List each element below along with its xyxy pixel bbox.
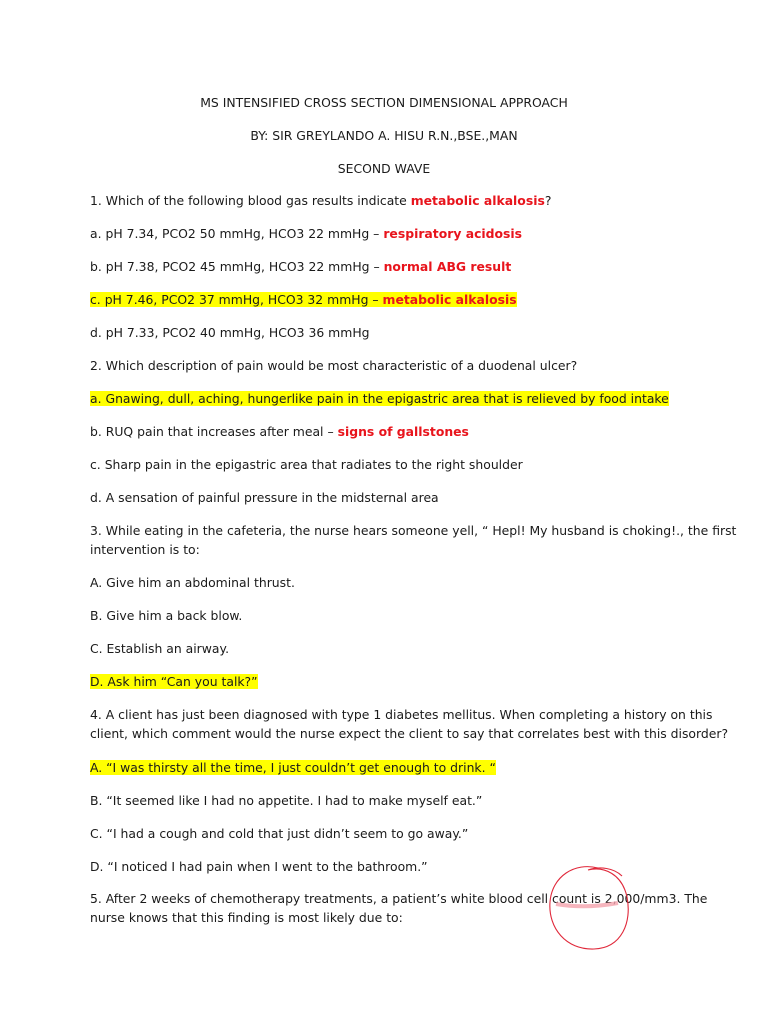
- question-5-text-end: The: [680, 891, 708, 906]
- question-4-option-b: B. “It seemed like I had no appetite. I had to make myself eat.”: [90, 793, 483, 808]
- document-subtitle: SECOND WAVE: [337, 161, 431, 176]
- question-5-marked-value: 2,000/mm3.: [604, 891, 681, 906]
- option-text: a. pH 7.34, PCO2 50 mmHg, HCO3 22 mmHg –: [90, 226, 384, 241]
- question-1-key-term: metabolic alkalosis: [410, 193, 545, 208]
- question-5-stem-line-1: [90, 891, 707, 907]
- question-2-option-a-answer: [90, 391, 669, 407]
- question-4-option-d: D. “I noticed I had pain when I went to the bathroom.”: [90, 859, 428, 874]
- document-title: MS INTENSIFIED CROSS SECTION DIMENSIONAL APPROACH: [200, 95, 568, 110]
- question-2-stem: 2. Which description of pain would be most characteristic of a duodenal ulcer?: [90, 358, 578, 373]
- question-5-text: 5. After 2 weeks of chemotherapy treatments, a patient’s white blood cell count is: [90, 891, 605, 906]
- option-note: respiratory acidosis: [383, 226, 523, 241]
- option-note: signs of gallstones: [337, 424, 469, 439]
- option-note: normal ABG result: [383, 259, 512, 274]
- option-note: metabolic alkalosis: [382, 292, 517, 307]
- option-text: b. RUQ pain that increases after meal –: [90, 424, 338, 439]
- question-2-option-c: c. Sharp pain in the epigastric area that radiates to the right shoulder: [90, 457, 523, 472]
- question-4-stem-line-1: 4. A client has just been diagnosed with type 1 diabetes mellitus. When completing a history on this: [90, 707, 713, 722]
- question-3-stem-line-1: 3. While eating in the cafeteria, the nurse hears someone yell, “ Hepl! My husband is choking!., the first: [90, 523, 737, 538]
- option-text: c. pH 7.46, PCO2 37 mmHg, HCO3 32 mmHg –: [90, 292, 383, 307]
- question-1-option-d: d. pH 7.33, PCO2 40 mmHg, HCO3 36 mmHg: [90, 325, 370, 340]
- question-3-option-b: B. Give him a back blow.: [90, 608, 243, 623]
- highlighted-answer: D. Ask him “Can you talk?”: [90, 674, 258, 689]
- question-5-stem-line-2: nurse knows that this finding is most likely due to:: [90, 910, 403, 925]
- author-line: BY: SIR GREYLANDO A. HISU R.N.,BSE.,MAN: [250, 128, 518, 143]
- question-1-stem: [90, 193, 551, 209]
- highlighted-answer: A. “I was thirsty all the time, I just couldn’t get enough to drink. “: [90, 760, 496, 775]
- question-1-option-c-answer: [90, 292, 517, 308]
- question-3-option-d-answer: [90, 674, 258, 690]
- question-3-option-c: C. Establish an airway.: [90, 641, 230, 656]
- question-2-option-b: [90, 424, 469, 440]
- highlighted-answer: a. Gnawing, dull, aching, hungerlike pain in the epigastric area that is relieved by food intake: [90, 391, 669, 406]
- question-1-option-a: [90, 226, 522, 242]
- question-1-option-b: [90, 259, 511, 275]
- question-4-option-a-answer: [90, 760, 496, 776]
- question-3-option-a: A. Give him an abdominal thrust.: [90, 575, 295, 590]
- question-3-stem-line-2: intervention is to:: [90, 542, 200, 557]
- question-1-end: ?: [544, 193, 552, 208]
- question-1-text: 1. Which of the following blood gas results indicate: [90, 193, 411, 208]
- highlighted-answer: [90, 292, 517, 307]
- question-4-option-c: C. “I had a cough and cold that just didn’t seem to go away.”: [90, 826, 469, 841]
- question-2-option-d: d. A sensation of painful pressure in the midsternal area: [90, 490, 439, 505]
- question-4-stem-line-2: client, which comment would the nurse expect the client to say that correlates best with this disorder?: [90, 726, 729, 741]
- option-text: b. pH 7.38, PCO2 45 mmHg, HCO3 22 mmHg –: [90, 259, 384, 274]
